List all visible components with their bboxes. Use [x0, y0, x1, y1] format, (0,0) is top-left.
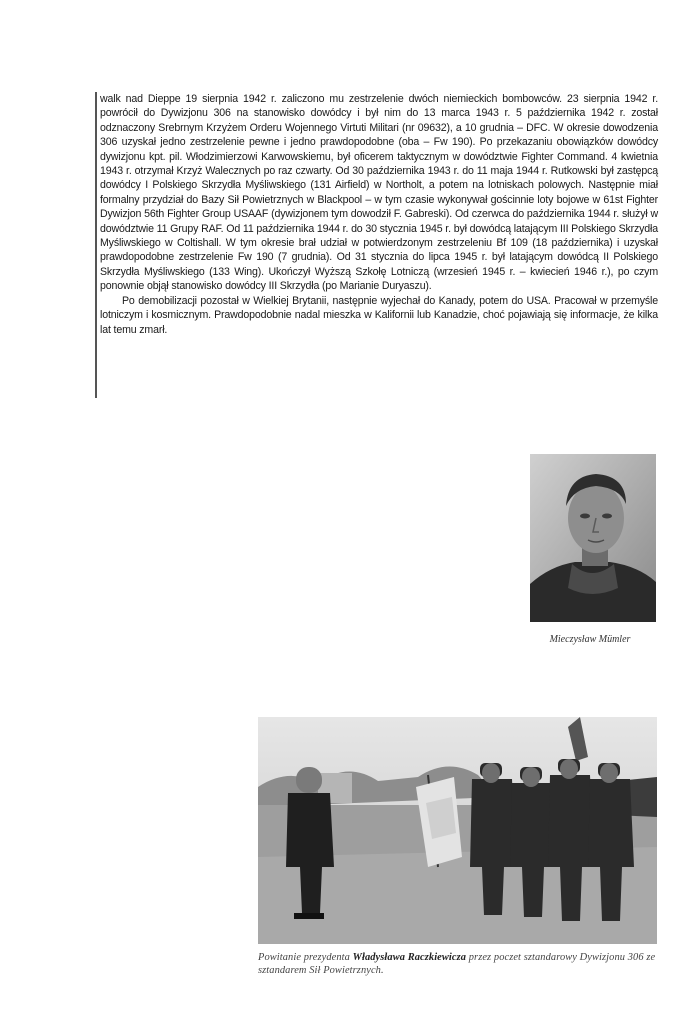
caption-text-post: przez poczet sztandarowy Dywizjonu 306 ze sztandarem Sił Powietrznych.	[258, 952, 656, 976]
ceremony-image	[258, 717, 657, 944]
group-photo	[258, 717, 657, 944]
caption-president-name: Władysława Raczkiewicza	[352, 952, 467, 963]
portrait-caption: Mieczysław Mümler	[549, 634, 631, 645]
portrait-image	[530, 454, 656, 622]
photo-caption	[258, 951, 657, 977]
article-text	[95, 92, 658, 398]
caption-text-pre: Powitanie prezydenta	[258, 952, 353, 963]
paragraph-1: walk nad Dieppe 19 sierpnia 1942 r. zaliczono mu zestrzelenie dwóch niemieckich bombowców. 23 sierpnia 1942 r. powrócił do Dywizjonu 306 na stanowisko dowódcy i był nim do 13 marca 1943 r. 5 października 1942 r. został odznaczony Srebrnym Krzyżem Orderu Wojennego Virtuti Militari (nr 09632), a 10 grudnia – DFC. W okresie dowodzenia 306 uzyskał jedno zestrzelenie pewne i jedno prawdopodobne (oba – Fw 190). Po przekazaniu obowiązków dowódcy dywizjonu kpt. pil. Włodzimierzowi Karwowskiemu, był oficerem taktycznym w dowództwie Fighter Command. 4 kwietnia 1943 r. otrzymał Krzyż Walecznych po raz czwarty. Od 30 października 1943 r. do 11 maja 1944 r. Rutkowski był zastępcą dowódcy I Polskiego Skrzydła Myśliwskiego (131 Airfield) w Northolt, a potem na lotniskach polowych. Następnie miał formalny przydział do Bazy Sił Powietrznych w Blackpool – w tym czasie wykonywał gościnnie loty bojowe w 61st Fighter Dywizjon 56th Fighter Group USAAF (dywizjonem tym dowodził F. Gabreski). Od czerwca do października 1944 r. służył w dowództwie 11 Grupy RAF. Od 11 października 1944 r. do 30 stycznia 1945 r. był dowódcą latającym III Polskiego Skrzydła Myśliwskiego w Coltishall. W tym okresie brał udział w potwierdzonym zestrzeleniu Bf 109 (18 października) i uzyskał prawdopodobne zestrzelenie Fw 190 (7 grudnia). Od 31 stycznia do lipca 1945 r. był latającym dowódcą II Polskiego Skrzydła Myśliwskiego (133 Wing). Ukończył Wyższą Szkołę Lotniczą (wrzesień 1945 r. – kwiecień 1946 r.), po czym ponownie objął stanowisko dowódcy III Skrzydła (po Marianie Duryaszu).	[100, 93, 658, 293]
paragraph-2: Po demobilizacji pozostał w Wielkiej Brytanii, następnie wyjechał do Kanady, potem do USA. Pracował w przemyśle lotniczym i kosmicznym. Prawdopodobnie nadal mieszka w Kalifornii lub Kanadzie, choć pojawiają się informacje, że kilka lat temu zmarł.	[100, 294, 658, 336]
portrait-photo	[530, 454, 656, 622]
